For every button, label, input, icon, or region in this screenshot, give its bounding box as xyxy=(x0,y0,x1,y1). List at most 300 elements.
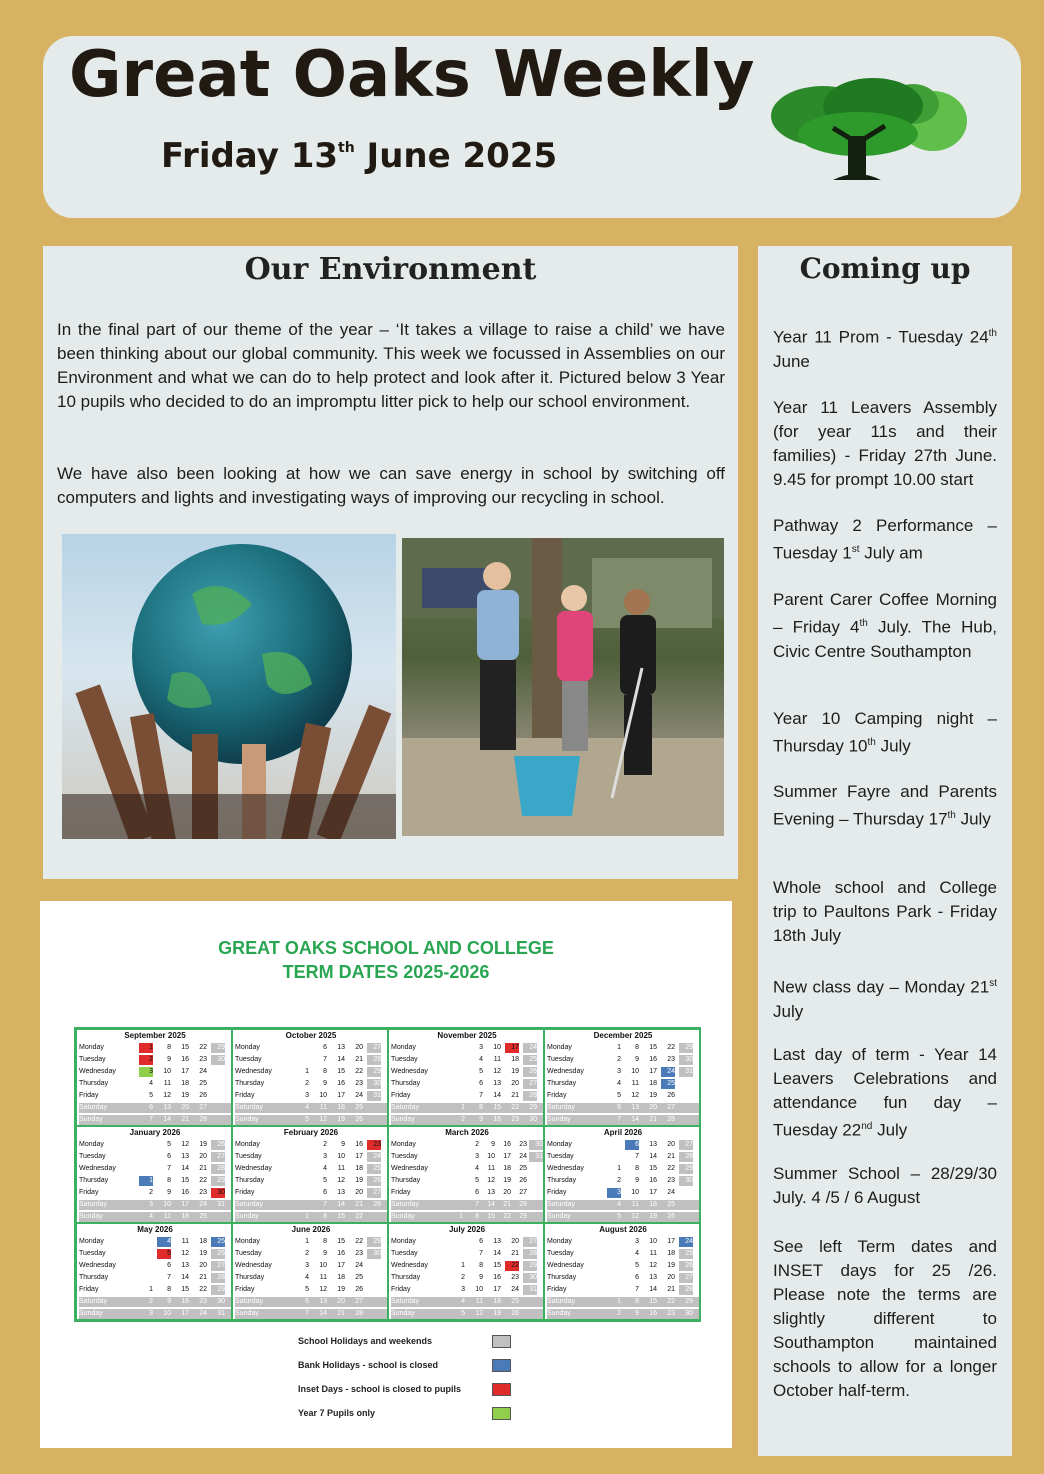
calendar-day-row xyxy=(235,1309,387,1319)
calendar-date: 3 xyxy=(635,1238,639,1245)
calendar-month xyxy=(76,1029,232,1126)
day-name: Monday xyxy=(391,1044,416,1051)
calendar-date: 19 xyxy=(337,1286,345,1293)
calendar-date: 8 xyxy=(635,1298,639,1305)
day-name: Tuesday xyxy=(391,1153,418,1160)
calendar-date: 24 xyxy=(661,1067,675,1077)
calendar-day-row xyxy=(547,1188,699,1198)
calendar-date: 4 xyxy=(461,1298,465,1305)
event-item: Last day of term - Year 14 Leavers Celebrations and attendance fun day – Tuesday 22nd July xyxy=(773,1045,997,1140)
calendar-day-row xyxy=(79,1043,231,1053)
calendar-day-row xyxy=(391,1212,543,1222)
calendar-month xyxy=(232,1223,388,1320)
calendar-date: 4 xyxy=(475,1165,479,1172)
calendar-date: 24 xyxy=(199,1201,207,1208)
calendar-date: 30 xyxy=(685,1310,693,1317)
calendar-date: 13 xyxy=(487,1189,495,1196)
calendar-date: 13 xyxy=(319,1298,327,1305)
day-name: Sunday xyxy=(235,1213,259,1220)
calendar-day-row xyxy=(235,1152,387,1162)
day-name: Wednesday xyxy=(235,1262,272,1269)
calendar-date: 7 xyxy=(167,1165,171,1172)
calendar-date: 5 xyxy=(635,1262,639,1269)
calendar-date: 19 xyxy=(511,1068,519,1075)
calendar-date: 9 xyxy=(635,1056,639,1063)
day-name: Thursday xyxy=(79,1274,109,1281)
calendar-date: 3 xyxy=(475,1153,479,1160)
calendar-date: 25 xyxy=(661,1079,675,1089)
calendar-date: 1 xyxy=(139,1043,153,1053)
calendar-day-row xyxy=(235,1091,387,1101)
calendar-date: 21 xyxy=(181,1116,189,1123)
event-item: Whole school and College trip to Paultons Park - Friday 18th July xyxy=(773,878,997,945)
calendar-date: 18 xyxy=(181,1213,189,1220)
calendar-date: 13 xyxy=(649,1141,657,1148)
calendar-date: 28 xyxy=(211,1273,225,1283)
calendar-date: 2 xyxy=(305,1080,309,1087)
calendar-date: 16 xyxy=(493,1116,501,1123)
calendar-date: 14 xyxy=(319,1310,327,1317)
calendar-day-row xyxy=(391,1115,543,1125)
day-name: Sunday xyxy=(391,1213,415,1220)
calendar-date: 26 xyxy=(199,1092,207,1099)
calendar-date: 29 xyxy=(211,1176,225,1186)
calendar-day-row xyxy=(547,1079,699,1089)
legend-label: Inset Days - school is closed to pupils xyxy=(298,1384,462,1394)
calendar-date: 19 xyxy=(503,1177,511,1184)
masthead xyxy=(43,36,1021,218)
calendar-date: 18 xyxy=(493,1298,501,1305)
calendar-date: 8 xyxy=(323,1238,327,1245)
calendar-date: 13 xyxy=(163,1104,171,1111)
month-name: March 2026 xyxy=(445,1128,489,1137)
calendar-date: 2 xyxy=(475,1141,479,1148)
day-name: Wednesday xyxy=(235,1165,272,1172)
calendar-day-row xyxy=(235,1237,387,1247)
calendar-date: 11 xyxy=(493,1056,501,1063)
event-item: See left Term dates and INSET days for 25 /26. Please note the terms are slightly different to Southampton maintained schools to allow for a longer October half-term. xyxy=(773,1237,997,1400)
day-name: Tuesday xyxy=(235,1056,262,1063)
calendar-date: 11 xyxy=(163,1080,171,1087)
calendar-date: 5 xyxy=(323,1177,327,1184)
month-name: April 2026 xyxy=(603,1128,643,1137)
calendar-date: 22 xyxy=(505,1261,519,1271)
calendar-date: 16 xyxy=(649,1056,657,1063)
calendar-date: 4 xyxy=(479,1056,483,1063)
litter-pick-photo xyxy=(402,538,724,836)
calendar-date: 13 xyxy=(337,1189,345,1196)
day-name: Friday xyxy=(235,1189,255,1196)
calendar-date: 11 xyxy=(181,1238,189,1245)
day-name: Thursday xyxy=(547,1080,577,1087)
calendar-date: 7 xyxy=(149,1116,153,1123)
calendar-date: 4 xyxy=(323,1165,327,1172)
calendar-date: 12 xyxy=(319,1286,327,1293)
calendar-date: 20 xyxy=(511,1080,519,1087)
calendar-day-row xyxy=(235,1249,387,1259)
calendar-date: 21 xyxy=(667,1286,675,1293)
calendar-date: 5 xyxy=(305,1286,309,1293)
calendar-date: 29 xyxy=(529,1104,537,1111)
calendar-date: 3 xyxy=(607,1188,621,1198)
calendar-date: 25 xyxy=(519,1165,527,1172)
day-name: Wednesday xyxy=(391,1068,428,1075)
calendar-date: 6 xyxy=(305,1298,309,1305)
calendar-date: 10 xyxy=(163,1310,171,1317)
calendar-date: 4 xyxy=(305,1104,309,1111)
calendar-date: 17 xyxy=(181,1201,189,1208)
calendar-day-row xyxy=(235,1285,387,1295)
calendar-date: 1 xyxy=(461,1104,465,1111)
calendar-date: 26 xyxy=(523,1067,537,1077)
calendar-date: 17 xyxy=(505,1043,519,1053)
calendar-date: 2 xyxy=(323,1141,327,1148)
calendar-day-row xyxy=(547,1200,699,1210)
calendar-day-row xyxy=(235,1103,387,1113)
calendar-date: 5 xyxy=(149,1092,153,1099)
calendar-date: 31 xyxy=(367,1091,381,1101)
calendar-date: 22 xyxy=(199,1044,207,1051)
calendar-date: 29 xyxy=(367,1067,381,1077)
oak-tree-logo xyxy=(763,76,973,186)
environment-paragraph-2: We have also been looking at how we can save energy in school by switching off computers and lights and investigating ways of improving our recycling in school. xyxy=(57,464,725,507)
legend-label: School Holidays and weekends xyxy=(298,1336,433,1346)
calendar-day-row xyxy=(79,1273,231,1283)
calendar-date: 31 xyxy=(523,1285,537,1295)
month-name: December 2025 xyxy=(593,1031,653,1040)
calendar-date: 9 xyxy=(491,1141,495,1148)
calendar-date: 28 xyxy=(211,1164,225,1174)
calendar-date: 22 xyxy=(667,1298,675,1305)
calendar-date: 21 xyxy=(355,1056,363,1063)
day-name: Thursday xyxy=(391,1080,421,1087)
calendar-date: 17 xyxy=(503,1153,511,1160)
calendar-date: 19 xyxy=(355,1177,363,1184)
day-name: Thursday xyxy=(235,1080,265,1087)
calendar-day-row xyxy=(235,1188,387,1198)
calendar-date: 23 xyxy=(667,1310,675,1317)
calendar-date: 24 xyxy=(355,1092,363,1099)
calendar-date: 26 xyxy=(211,1249,225,1259)
calendar-date: 28 xyxy=(679,1152,693,1162)
calendar-date: 8 xyxy=(323,1213,327,1220)
calendar-date: 11 xyxy=(631,1201,639,1208)
calendar-date: 23 xyxy=(199,1189,207,1196)
day-name: Wednesday xyxy=(235,1068,272,1075)
day-name: Tuesday xyxy=(79,1250,106,1257)
calendar-date: 22 xyxy=(199,1177,207,1184)
calendar-date: 30 xyxy=(529,1140,543,1150)
calendar-date: 26 xyxy=(367,1176,381,1186)
calendar-date: 28 xyxy=(373,1201,381,1208)
calendar-date: 5 xyxy=(167,1141,171,1148)
calendar-date: 14 xyxy=(337,1056,345,1063)
day-name: Friday xyxy=(79,1189,99,1196)
calendar-date: 6 xyxy=(323,1044,327,1051)
day-name: Wednesday xyxy=(79,1262,116,1269)
calendar-date: 14 xyxy=(181,1165,189,1172)
calendar-date: 13 xyxy=(181,1153,189,1160)
calendar-date: 16 xyxy=(649,1177,657,1184)
calendar-date: 9 xyxy=(323,1250,327,1257)
day-name: Saturday xyxy=(547,1104,576,1111)
calendar-day-row xyxy=(79,1212,231,1222)
day-name: Sunday xyxy=(235,1310,259,1317)
day-name: Monday xyxy=(79,1238,104,1245)
calendar-day-row xyxy=(547,1297,699,1307)
calendar-date: 11 xyxy=(319,1274,327,1281)
calendar-day-row xyxy=(391,1079,543,1089)
environment-heading: Our Environment xyxy=(244,252,537,287)
calendar-date: 6 xyxy=(479,1080,483,1087)
calendar-date: 14 xyxy=(649,1153,657,1160)
day-name: Friday xyxy=(391,1092,411,1099)
calendar-day-row xyxy=(547,1212,699,1222)
calendar-day-row xyxy=(235,1273,387,1283)
calendar-date: 30 xyxy=(679,1176,693,1186)
calendar-date: 10 xyxy=(319,1092,327,1099)
calendar-date: 9 xyxy=(635,1177,639,1184)
calendar-month xyxy=(76,1126,232,1223)
calendar-date: 31 xyxy=(679,1067,693,1077)
calendar-date: 21 xyxy=(511,1250,519,1257)
calendar-date: 10 xyxy=(337,1153,345,1160)
calendar-date: 8 xyxy=(635,1165,639,1172)
calendar-day-row xyxy=(79,1309,231,1319)
calendar-date: 29 xyxy=(519,1213,527,1220)
calendar-date: 22 xyxy=(355,1238,363,1245)
day-name: Monday xyxy=(235,1141,260,1148)
calendar-date: 28 xyxy=(667,1116,675,1123)
legend-label: Year 7 Pupils only xyxy=(298,1408,376,1418)
term-dates-calendar xyxy=(40,901,732,1448)
calendar-date: 27 xyxy=(679,1140,693,1150)
calendar-date: 31 xyxy=(217,1310,225,1317)
calendar-date: 1 xyxy=(305,1238,309,1245)
calendar-date: 27 xyxy=(211,1152,225,1162)
calendar-date: 19 xyxy=(649,1213,657,1220)
calendar-date: 23 xyxy=(199,1056,207,1063)
calendar-day-row xyxy=(79,1200,231,1210)
calendar-day-row xyxy=(547,1152,699,1162)
calendar-date: 8 xyxy=(479,1104,483,1111)
calendar-date: 18 xyxy=(355,1165,363,1172)
calendar-day-row xyxy=(547,1273,699,1283)
month-name: May 2026 xyxy=(137,1225,173,1234)
calendar-date: 27 xyxy=(523,1237,537,1247)
calendar-date: 12 xyxy=(631,1092,639,1099)
calendar-date: 11 xyxy=(319,1104,327,1111)
calendar-date: 16 xyxy=(181,1056,189,1063)
calendar-date: 18 xyxy=(511,1056,519,1063)
day-name: Saturday xyxy=(391,1104,420,1111)
calendar-day-row xyxy=(391,1237,543,1247)
calendar-date: 2 xyxy=(139,1055,153,1065)
calendar-date: 23 xyxy=(367,1140,381,1150)
calendar-date: 17 xyxy=(649,1189,657,1196)
event-item: New class day – Monday 21st July xyxy=(773,977,997,1021)
calendar-day-row xyxy=(79,1055,231,1065)
calendar-date: 15 xyxy=(337,1213,345,1220)
calendar-date: 23 xyxy=(667,1177,675,1184)
calendar-date: 13 xyxy=(631,1104,639,1111)
day-name: Friday xyxy=(547,1189,567,1196)
calendar-date: 25 xyxy=(367,1164,381,1174)
calendar-date: 25 xyxy=(199,1213,207,1220)
month-name: February 2026 xyxy=(283,1128,339,1137)
calendar-date: 14 xyxy=(493,1250,501,1257)
calendar-date: 18 xyxy=(503,1165,511,1172)
calendar-date: 9 xyxy=(323,1080,327,1087)
calendar-date: 3 xyxy=(305,1092,309,1099)
calendar-date: 20 xyxy=(181,1104,189,1111)
calendar-date: 3 xyxy=(323,1153,327,1160)
calendar-date: 18 xyxy=(667,1250,675,1257)
calendar-date: 8 xyxy=(475,1213,479,1220)
calendar-date: 30 xyxy=(211,1055,225,1065)
calendar-date: 19 xyxy=(337,1116,345,1123)
calendar-day-row xyxy=(79,1091,231,1101)
calendar-date: 24 xyxy=(199,1068,207,1075)
calendar-date: 18 xyxy=(649,1080,657,1087)
calendar-date: 15 xyxy=(337,1238,345,1245)
month-name: January 2026 xyxy=(129,1128,181,1137)
day-name: Friday xyxy=(547,1286,567,1293)
day-name: Sunday xyxy=(547,1116,571,1123)
calendar-date: 13 xyxy=(181,1262,189,1269)
calendar-date: 28 xyxy=(679,1285,693,1295)
term-dates-title-line-1: GREAT OAKS SCHOOL AND COLLEGE xyxy=(218,938,554,958)
calendar-date: 25 xyxy=(667,1201,675,1208)
day-name: Saturday xyxy=(235,1201,264,1208)
day-name: Saturday xyxy=(391,1298,420,1305)
calendar-date: 14 xyxy=(487,1201,495,1208)
calendar-date: 22 xyxy=(667,1044,675,1051)
calendar-date: 17 xyxy=(337,1262,345,1269)
calendar-day-row xyxy=(391,1140,543,1150)
day-name: Monday xyxy=(391,1238,416,1245)
calendar-date: 21 xyxy=(199,1165,207,1172)
calendar-date: 7 xyxy=(479,1250,483,1257)
calendar-date: 11 xyxy=(475,1298,483,1305)
issue-date: Friday 13th June 2025 xyxy=(161,136,558,176)
calendar-month xyxy=(544,1126,700,1223)
month-name: August 2026 xyxy=(599,1225,647,1234)
calendar-date: 25 xyxy=(355,1274,363,1281)
day-name: Saturday xyxy=(391,1201,420,1208)
day-name: Sunday xyxy=(391,1310,415,1317)
calendar-date: 12 xyxy=(649,1262,657,1269)
calendar-date: 1 xyxy=(149,1286,153,1293)
calendar-date: 5 xyxy=(617,1213,621,1220)
calendar-date: 24 xyxy=(679,1237,693,1247)
calendar-date: 4 xyxy=(305,1274,309,1281)
day-name: Sunday xyxy=(547,1213,571,1220)
calendar-day-row xyxy=(547,1055,699,1065)
calendar-date: 2 xyxy=(149,1298,153,1305)
calendar-date: 17 xyxy=(337,1092,345,1099)
calendar-date: 16 xyxy=(649,1310,657,1317)
calendar-date: 15 xyxy=(649,1165,657,1172)
event-item: Year 10 Camping night – Thursday 10th July xyxy=(773,709,997,756)
calendar-day-row xyxy=(547,1176,699,1186)
calendar-date: 29 xyxy=(679,1164,693,1174)
calendar-date: 6 xyxy=(323,1189,327,1196)
calendar-date: 22 xyxy=(199,1286,207,1293)
day-name: Thursday xyxy=(391,1274,421,1281)
coming-up-section xyxy=(758,246,1012,1456)
calendar-day-row xyxy=(391,1285,543,1295)
calendar-date: 10 xyxy=(475,1286,483,1293)
calendar-date: 8 xyxy=(635,1044,639,1051)
calendar-date: 9 xyxy=(341,1141,345,1148)
event-item: Year 11 Prom - Tuesday 24th June xyxy=(773,327,997,371)
calendar-day-row xyxy=(79,1297,231,1307)
calendar-date: 25 xyxy=(679,1249,693,1259)
calendar-date: 7 xyxy=(617,1116,621,1123)
calendar-day-row xyxy=(79,1261,231,1271)
calendar-day-row xyxy=(391,1091,543,1101)
calendar-date: 13 xyxy=(337,1044,345,1051)
calendar-date: 26 xyxy=(511,1310,519,1317)
day-name: Tuesday xyxy=(79,1153,106,1160)
calendar-month xyxy=(544,1029,700,1126)
calendar-date: 20 xyxy=(199,1262,207,1269)
calendar-date: 16 xyxy=(337,1250,345,1257)
calendar-date: 17 xyxy=(355,1153,363,1160)
calendar-date: 28 xyxy=(355,1310,363,1317)
calendar-day-row xyxy=(235,1200,387,1210)
day-name: Tuesday xyxy=(547,1250,574,1257)
calendar-day-row xyxy=(391,1273,543,1283)
calendar-date: 30 xyxy=(367,1079,381,1089)
calendar-date: 27 xyxy=(523,1079,537,1089)
calendar-date: 10 xyxy=(319,1262,327,1269)
calendar-day-row xyxy=(391,1164,543,1174)
calendar-date: 25 xyxy=(511,1298,519,1305)
day-name: Thursday xyxy=(235,1274,265,1281)
calendar-date: 26 xyxy=(211,1140,225,1150)
calendar-day-row xyxy=(391,1176,543,1186)
day-name: Sunday xyxy=(391,1116,415,1123)
calendar-date: 11 xyxy=(649,1250,657,1257)
calendar-date: 22 xyxy=(355,1213,363,1220)
calendar-day-row xyxy=(391,1152,543,1162)
day-name: Sunday xyxy=(235,1116,259,1123)
calendar-date: 15 xyxy=(181,1044,189,1051)
calendar-date: 7 xyxy=(305,1310,309,1317)
calendar-date: 6 xyxy=(635,1274,639,1281)
calendar-date: 21 xyxy=(337,1310,345,1317)
calendar-day-row xyxy=(391,1103,543,1113)
event-item: Year 11 Leavers Assembly (for year 11s and their families) - Friday 27th June. 9.45 for prompt 10.00 start xyxy=(773,398,997,489)
calendar-date: 27 xyxy=(199,1104,207,1111)
calendar-date: 24 xyxy=(355,1262,363,1269)
calendar-date: 2 xyxy=(617,1310,621,1317)
calendar-date: 4 xyxy=(617,1201,621,1208)
calendar-date: 19 xyxy=(199,1141,207,1148)
calendar-date: 25 xyxy=(211,1237,225,1247)
calendar-date: 6 xyxy=(149,1104,153,1111)
calendar-day-row xyxy=(547,1261,699,1271)
calendar-date: 19 xyxy=(199,1250,207,1257)
calendar-date: 3 xyxy=(149,1310,153,1317)
calendar-day-row xyxy=(235,1140,387,1150)
calendar-month xyxy=(232,1126,388,1223)
calendar-date: 17 xyxy=(649,1068,657,1075)
calendar-date: 8 xyxy=(167,1177,171,1184)
day-name: Tuesday xyxy=(391,1250,418,1257)
